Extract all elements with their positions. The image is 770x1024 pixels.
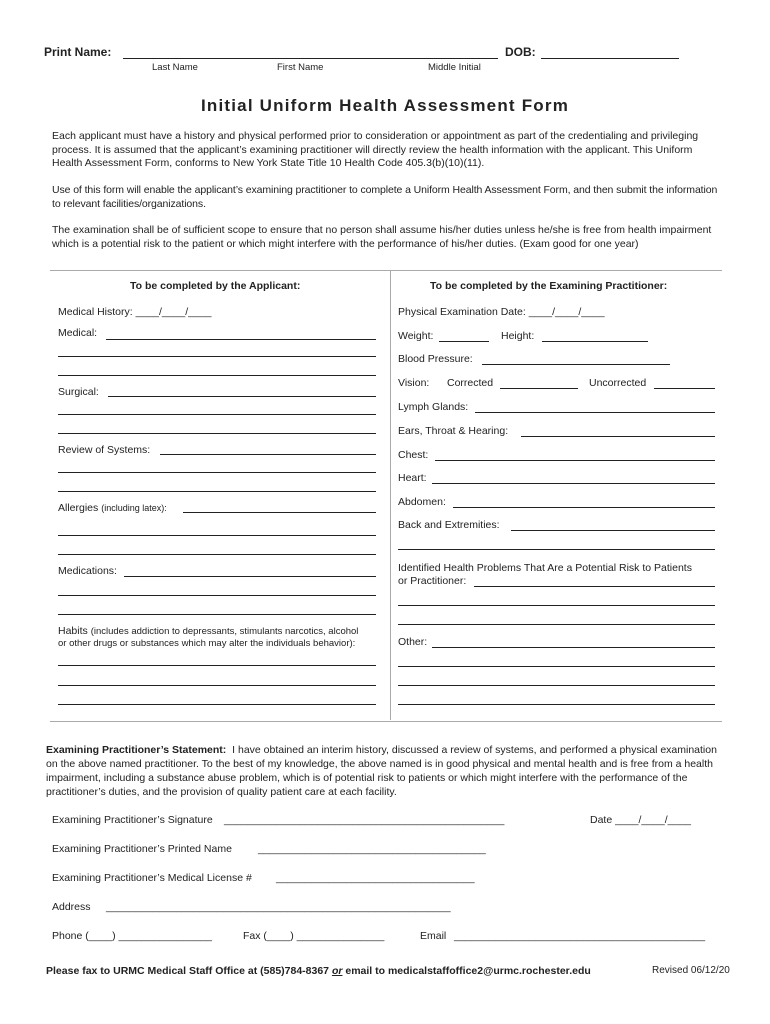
first-name-caption: First Name: [277, 62, 324, 73]
review-of-systems-label: Review of Systems:: [58, 444, 151, 456]
back-extremities-field[interactable]: [511, 530, 715, 531]
signature-field[interactable]: ________________________________________________: [224, 814, 505, 826]
signature-label: Examining Practitioner’s Signature: [52, 814, 213, 826]
height-field[interactable]: [542, 341, 648, 342]
review-of-systems-line[interactable]: [58, 491, 376, 492]
identified-problems-field[interactable]: [398, 605, 715, 606]
back-extremities-label: Back and Extremities:: [398, 519, 500, 531]
print-name-field[interactable]: [123, 58, 498, 59]
identified-problems-field[interactable]: [474, 586, 715, 587]
print-name-label: Print Name:: [44, 45, 112, 59]
other-field[interactable]: [398, 704, 715, 705]
medical-line[interactable]: [58, 375, 376, 376]
blood-pressure-label: Blood Pressure:: [398, 353, 473, 365]
statement-text: I have obtained an interim history, discussed a review of systems, and performed a physical examination on the above named practitioner. To the best of my knowledge, the above named is in good physical and mental health and is free from a health impairment, including a substance abuse problem, which is of potential risk to patients or which might interfere with the performance of the practitioner’s duties, and the provision of quality patient care at each facility.: [46, 744, 717, 798]
other-field[interactable]: [432, 647, 715, 648]
habits-text: Habits: [58, 625, 88, 637]
chest-field[interactable]: [435, 460, 715, 461]
weight-field[interactable]: [439, 341, 489, 342]
middle-initial-caption: Middle Initial: [428, 62, 481, 73]
medications-line[interactable]: [58, 614, 376, 615]
page-title: Initial Uniform Health Assessment Form: [200, 96, 570, 115]
abdomen-label: Abdomen:: [398, 496, 446, 508]
ears-throat-hearing-label: Ears, Throat & Hearing:: [398, 425, 509, 437]
medical-line[interactable]: [58, 356, 376, 357]
signature-date-field[interactable]: Date ____/____/____: [590, 814, 692, 826]
review-of-systems-line[interactable]: [160, 454, 376, 455]
review-of-systems-line[interactable]: [58, 472, 376, 473]
allergies-line[interactable]: [58, 554, 376, 555]
surgical-label: Surgical:: [58, 386, 99, 398]
assessment-table: [50, 270, 722, 722]
ears-throat-hearing-field[interactable]: [521, 436, 715, 437]
vision-label: Vision:: [398, 377, 430, 389]
fax-instructions-text: Please fax to URMC Medical Staff Office at (585)784-8367: [46, 965, 330, 977]
last-name-caption: Last Name: [152, 62, 198, 73]
vision-uncorrected-label: Uncorrected: [589, 377, 647, 389]
habits-label: [58, 625, 358, 637]
allergies-line[interactable]: [58, 535, 376, 536]
address-field[interactable]: ___________________________________________________________: [106, 901, 451, 913]
address-label: Address: [52, 901, 91, 913]
email-instructions-text: email to medicalstaffoffice2@urmc.rochester.edu: [345, 965, 591, 977]
intro-paragraph-2: Use of this form will enable the applicant’s examining practitioner to complete a Uniform Health Assessment Form, and then submit the information to relevant facilities/organizations.: [52, 184, 718, 210]
applicant-column-heading: To be completed by the Applicant:: [130, 280, 301, 292]
column-divider: [390, 270, 391, 720]
dob-field[interactable]: [541, 58, 679, 59]
other-field[interactable]: [398, 666, 715, 667]
other-label: Other:: [398, 636, 428, 648]
medical-license-field[interactable]: __________________________________: [276, 872, 475, 884]
medications-line[interactable]: [124, 576, 376, 577]
printed-name-field[interactable]: _______________________________________: [258, 843, 486, 855]
blood-pressure-field[interactable]: [482, 364, 670, 365]
medical-line[interactable]: [106, 339, 376, 340]
identified-problems-label: Identified Health Problems That Are a Potential Risk to Patients: [398, 562, 692, 574]
fax-instructions: [46, 965, 591, 977]
weight-label: Weight:: [398, 330, 434, 342]
phone-field[interactable]: Phone (____) ________________: [52, 930, 212, 942]
height-label: Height:: [501, 330, 535, 342]
surgical-line[interactable]: [58, 414, 376, 415]
heart-field[interactable]: [432, 483, 715, 484]
medical-history-field[interactable]: Medical History: ____/____/____: [58, 306, 212, 318]
allergies-text: Allergies: [58, 502, 99, 514]
heart-label: Heart:: [398, 472, 427, 484]
allergies-label: [58, 502, 167, 514]
surgical-line[interactable]: [108, 396, 376, 397]
lymph-glands-label: Lymph Glands:: [398, 401, 469, 413]
habits-line[interactable]: [58, 704, 376, 705]
identified-problems-field[interactable]: [398, 624, 715, 625]
practitioner-column-heading: To be completed by the Examining Practitioner:: [430, 280, 668, 292]
medications-line[interactable]: [58, 595, 376, 596]
email-field[interactable]: ___________________________________________: [454, 930, 706, 942]
habits-line[interactable]: [58, 665, 376, 666]
other-field[interactable]: [398, 685, 715, 686]
fax-field[interactable]: Fax (____) _______________: [243, 930, 385, 942]
chest-label: Chest:: [398, 449, 429, 461]
abdomen-field[interactable]: [453, 507, 715, 508]
allergies-line[interactable]: [183, 512, 376, 513]
back-extremities-field[interactable]: [398, 549, 715, 550]
printed-name-label: Examining Practitioner’s Printed Name: [52, 843, 232, 855]
vision-uncorrected-field[interactable]: [654, 388, 715, 389]
practitioner-statement: [46, 743, 722, 799]
exam-date-field[interactable]: Physical Examination Date: ____/____/____: [398, 306, 605, 318]
medical-label: Medical:: [58, 327, 98, 339]
identified-problems-label-2: or Practitioner:: [398, 575, 467, 587]
vision-corrected-field[interactable]: [500, 388, 578, 389]
medications-label: Medications:: [58, 565, 117, 577]
medical-license-label: Examining Practitioner’s Medical License #: [52, 872, 252, 884]
habits-note: (includes addiction to depressants, stimulants narcotics, alcohol: [90, 626, 359, 637]
habits-line[interactable]: [58, 685, 376, 686]
statement-label: Examining Practitioner’s Statement:: [46, 744, 227, 756]
habits-note-2: or other drugs or substances which may alter the individuals behavior):: [58, 638, 356, 649]
dob-label: DOB:: [505, 45, 536, 59]
vision-corrected-label: Corrected: [447, 377, 494, 389]
lymph-glands-field[interactable]: [475, 412, 715, 413]
allergies-note: (including latex):: [101, 503, 167, 513]
surgical-line[interactable]: [58, 433, 376, 434]
intro-paragraph-3: The examination shall be of sufficient scope to ensure that no person shall assume his/her duties unless he/she is free from health impairment which is a potential risk to the patient or which might interfere with the performance of his/her duties. (Exam good for one year): [52, 224, 712, 250]
or-text: or: [331, 965, 343, 977]
email-label: Email: [420, 930, 447, 942]
intro-paragraph-1: Each applicant must have a history and physical performed prior to consideration or appointment as part of the credentialing and privileging process. It is assumed that the applicant’s examining practitioner will directly review the health information with the applicant. This Uniform Health Assessment Form, conforms to New York State Title 10 Health Code 405.3(b)(10)(11).: [52, 130, 699, 169]
revised-date: Revised 06/12/20: [652, 965, 730, 976]
